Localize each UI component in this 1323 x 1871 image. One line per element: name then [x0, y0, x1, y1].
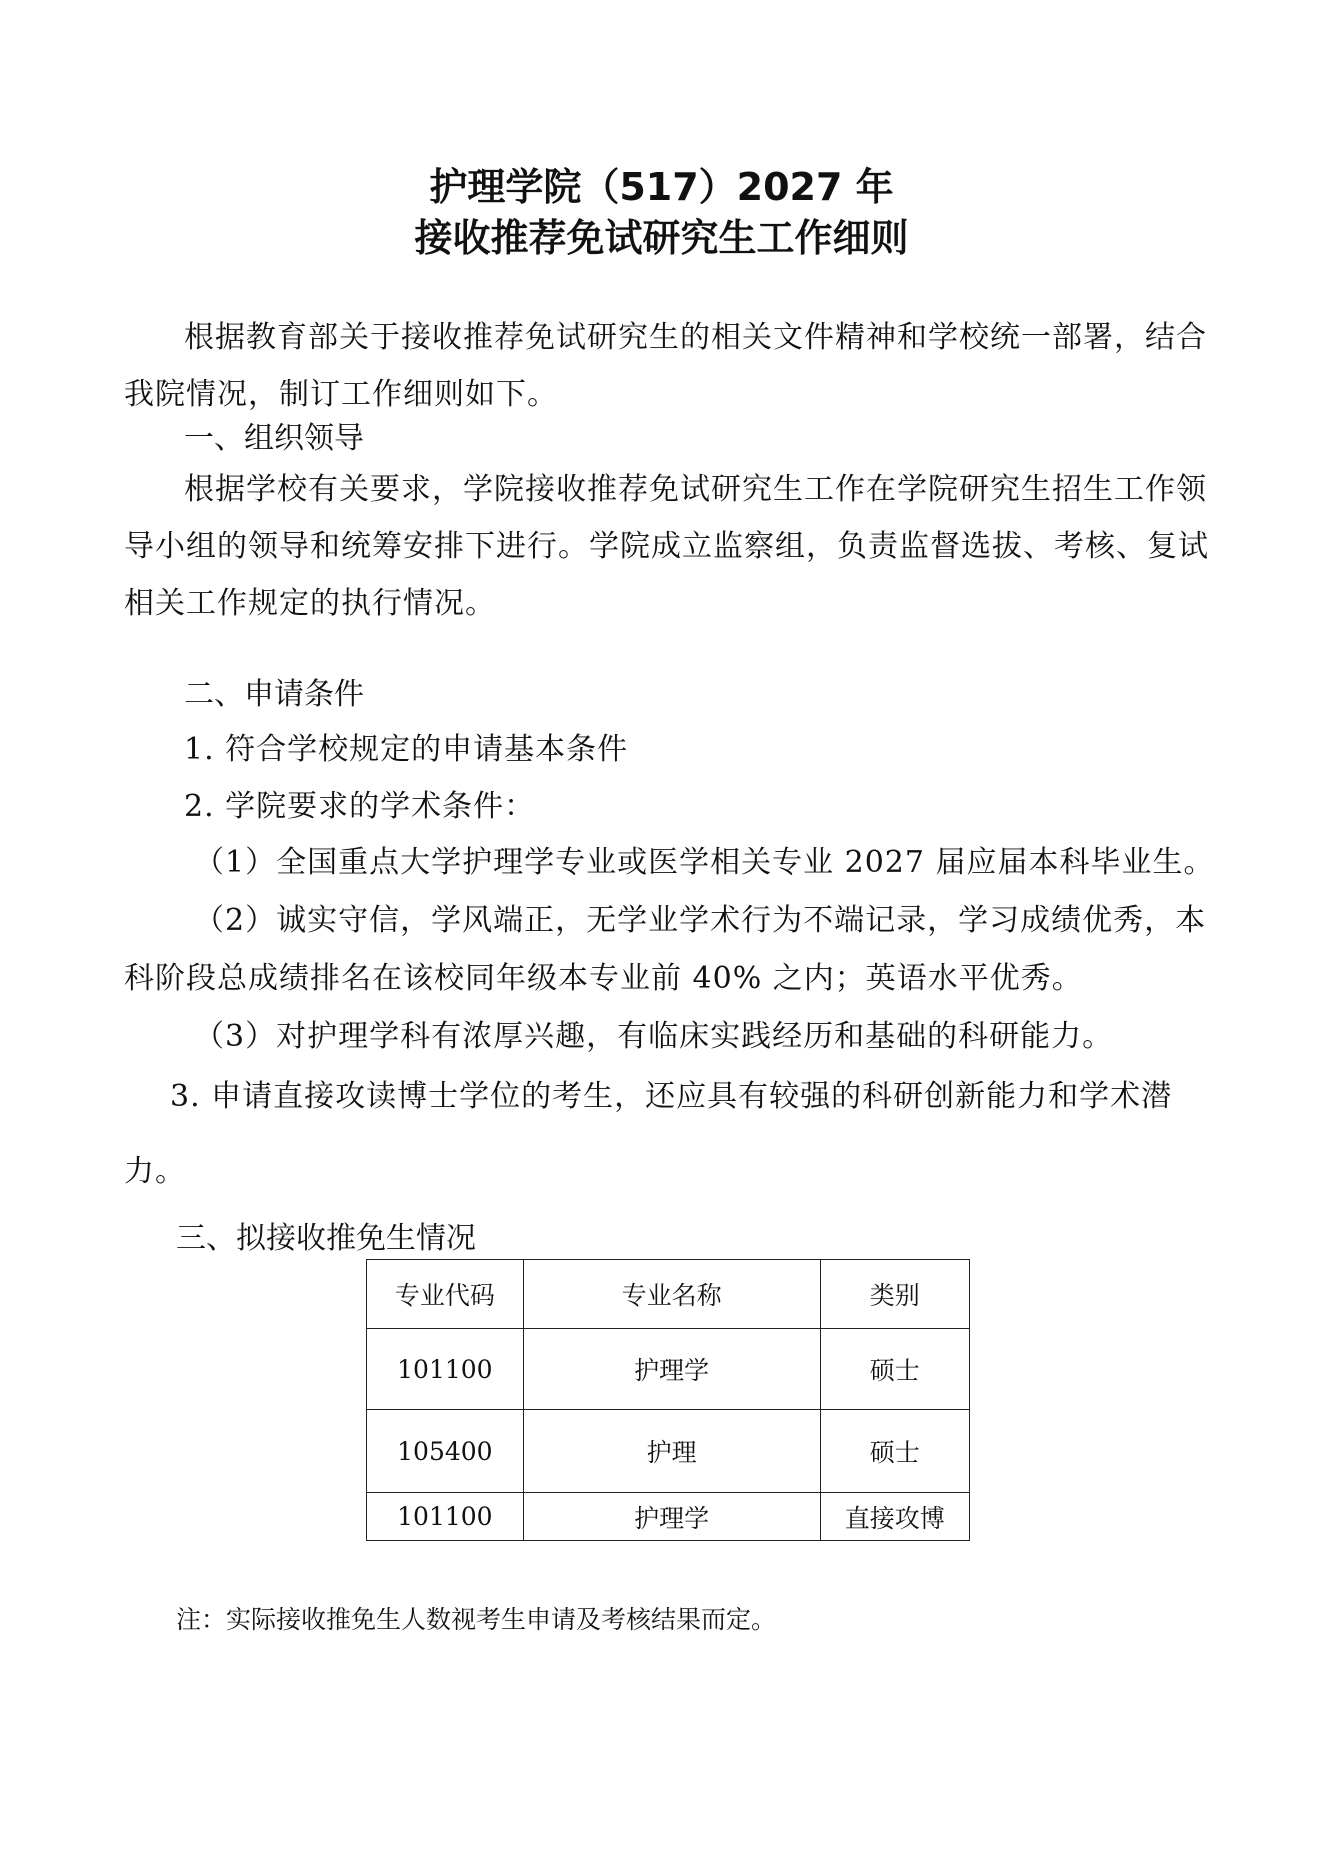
table-cell: 直接攻博	[820, 1493, 969, 1541]
section1-line3: 相关工作规定的执行情况。	[124, 586, 496, 621]
table-row	[367, 1410, 970, 1493]
intro-line1: 根据教育部关于接收推荐免试研究生的相关文件精神和学校统一部署，结合	[184, 320, 1207, 355]
section1-heading: 一、组织领导	[184, 421, 364, 456]
intro-line2: 我院情况，制订工作细则如下。	[124, 377, 558, 412]
table-row	[367, 1493, 970, 1541]
table-header: 类别	[820, 1260, 969, 1329]
table-cell: 护理学	[523, 1493, 820, 1541]
table-cell: 护理	[523, 1410, 820, 1493]
section2-sub3: （3）对护理学科有浓厚兴趣，有临床实践经历和基础的科研能力。	[194, 1019, 1114, 1054]
table-header: 专业名称	[523, 1260, 820, 1329]
table-header-row	[367, 1260, 970, 1329]
table-cell: 105400	[367, 1410, 524, 1493]
table-cell: 101100	[367, 1329, 524, 1410]
section2-item2: 2. 学院要求的学术条件：	[184, 789, 536, 824]
section2-item3-line1: 3. 申请直接攻读博士学位的考生，还应具有较强的科研创新能力和学术潜	[170, 1079, 1173, 1114]
document-title-line1: 护理学院（517）2027 年	[429, 165, 894, 209]
footnote: 注：实际接收推免生人数视考生申请及考核结果而定。	[176, 1605, 777, 1634]
section2-sub2-line1: （2）诚实守信，学风端正，无学业学术行为不端记录，学习成绩优秀，本	[194, 903, 1207, 938]
recruitment-table	[366, 1259, 970, 1541]
section2-sub2-line2: 科阶段总成绩排名在该校同年级本专业前 40% 之内；英语水平优秀。	[124, 961, 1083, 996]
table-cell: 硕士	[820, 1329, 969, 1410]
section2-sub1: （1）全国重点大学护理学专业或医学相关专业 2027 届应届本科毕业生。	[194, 845, 1215, 880]
document-title-line2: 接收推荐免试研究生工作细则	[414, 216, 909, 260]
table-row	[367, 1329, 970, 1410]
section1-line2: 导小组的领导和统筹安排下进行。学院成立监察组，负责监督选拔、考核、复试	[124, 529, 1209, 564]
table-cell: 硕士	[820, 1410, 969, 1493]
section2-item3-line2: 力。	[124, 1154, 186, 1189]
table-cell: 101100	[367, 1493, 524, 1541]
section1-line1: 根据学校有关要求，学院接收推荐免试研究生工作在学院研究生招生工作领	[184, 472, 1207, 507]
section2-item1: 1. 符合学校规定的申请基本条件	[184, 732, 629, 767]
table-header: 专业代码	[367, 1260, 524, 1329]
table-cell: 护理学	[523, 1329, 820, 1410]
section2-heading: 二、申请条件	[184, 677, 364, 712]
section3-heading: 三、拟接收推免生情况	[176, 1221, 476, 1256]
